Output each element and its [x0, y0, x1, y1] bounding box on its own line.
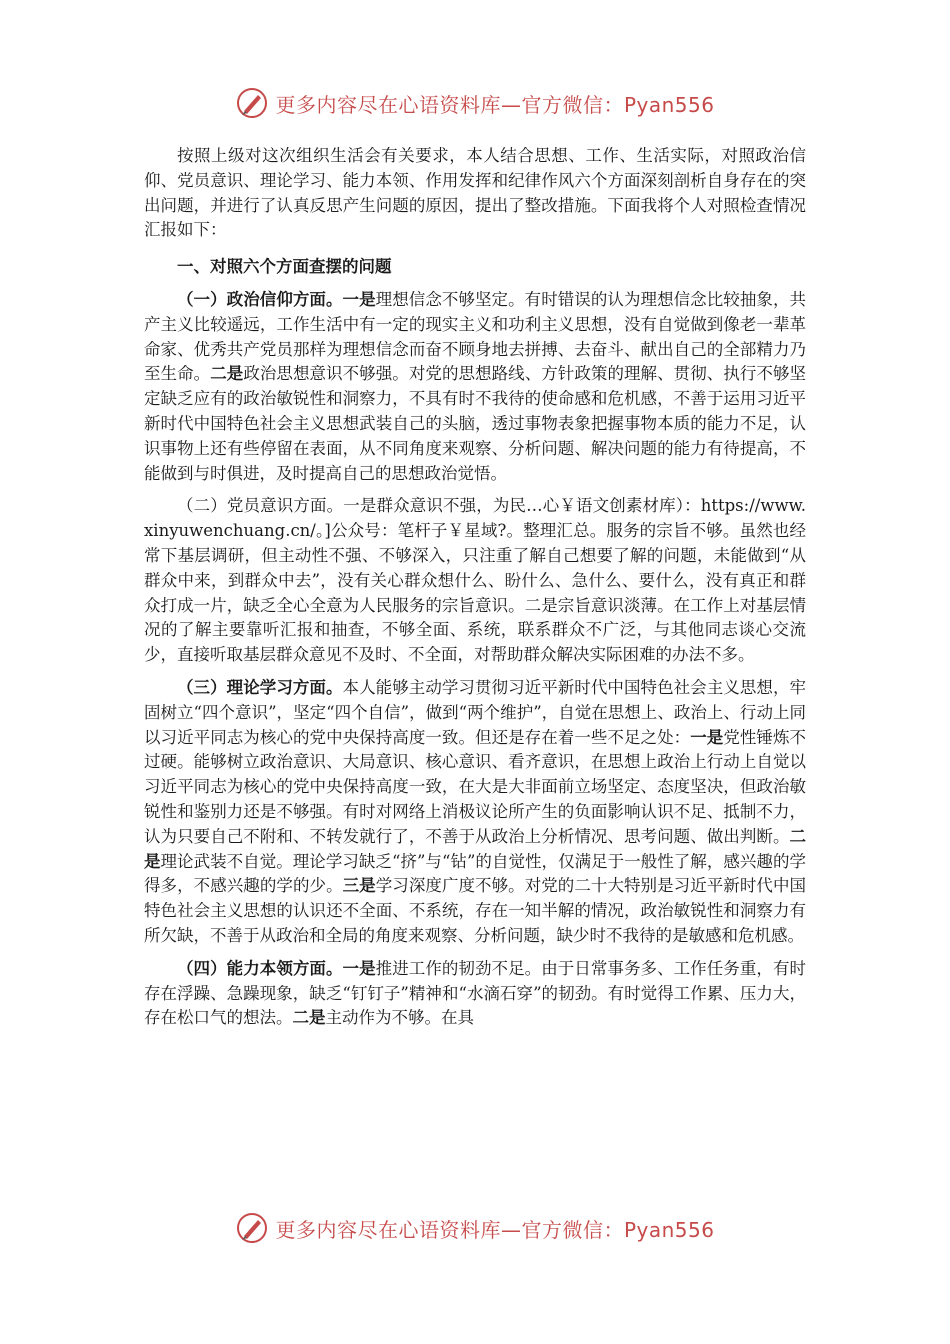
banner-text: 更多内容尽在心语资料库—官方微信：Pyan556	[275, 1217, 715, 1242]
paragraph-text: 理想信念不够坚定。有时错误的认为理想信念比较抽象，共产主义比较遥远，工作生活中有一定的现实主义和功利主义思想，没有自觉做到像老一辈革命家、优秀共产党员那样为理想信念而奋不顾身地去拼搏、去奋斗、献出自己的全部精力乃至生命。	[144, 289, 807, 384]
intro-paragraph: 按照上级对这次组织生活会有关要求，本人结合思想、工作、生活实际，对照政治信仰、党员意识、理论学习、能力本领、作用发挥和纪律作风六个方面深刻剖析自身存在的突出问题，并进行了认真反思产生问题的原因，提出了整改措施。下面我将个人对照检查情况汇报如下：	[144, 146, 806, 240]
footer-watermark-banner	[0, 1208, 950, 1248]
paragraph-text: 学习深度广度不够。对党的二十大特别是习近平新时代中国特色社会主义思想的认识还不全面、不系统，存在一知半解的情况，政治敏锐性和洞察力有所欠缺，不善于从政治和全局的角度来观察、分析问题，缺少时不我待的是敏感和危机感。	[144, 876, 807, 945]
pen-quill-icon	[235, 1211, 269, 1245]
paragraph-party-awareness: （二）党员意识方面。一是群众意识不强，为民…心￥语文创素材库）：https://www.xinyuwenchuang.cn/。]公众号：笔杆子￥星域?。整理汇总。服务的宗旨不够。虽然也经常下基层调研，但主动性不强、不够深入，只注重了解自己想要了解的问题，未能做到“从群众中来，到群众中去”，没有关心群众想什么、盼什么、急什么、要什么，没有真正和群众打成一片，缺乏全心全意为人民服务的宗旨意识。二是宗旨意识淡薄。在工作上对基层情况的了解主要靠听汇报和抽查，不够全面、系统，联系群众不广泛，与其他同志谈心交流少，直接听取基层群众意见不及时、不全面，对帮助群众解决实际困难的办法不多。	[144, 496, 806, 665]
point-marker: 二是	[144, 826, 806, 871]
paragraph-political-belief	[144, 288, 806, 486]
document-body	[144, 144, 806, 1031]
paragraph-text: 主动作为不够。在具	[325, 1008, 474, 1028]
point-marker: 二是	[210, 364, 244, 384]
banner-text: 更多内容尽在心语资料库—官方微信：Pyan556	[275, 92, 715, 117]
paragraph-text: 党性锤炼不过硬。能够树立政治意识、大局意识、核心意识、看齐意识，在思想上政治上行动上自觉以习近平同志为核心的党中央保持高度一致，在大是大非面前立场坚定、态度坚决，但政治敏锐性和鉴别力还是不够强。有时对网络上消极议论所产生的负面影响认识不足、抵制不力，认为只要自己不附和、不转发就行了，不善于从政治上分析情况、思考问题、做出判断。	[144, 727, 807, 846]
paragraph-theory-study	[144, 676, 806, 949]
pen-quill-icon	[235, 86, 269, 120]
point-marker: 一是	[342, 958, 376, 978]
section-heading: 一、对照六个方面查摆的问题	[177, 257, 392, 277]
paragraph-text: 理论武装不自觉。理论学习缺乏“挤”与“钻”的自觉性，仅满足于一般性了解，感兴趣的学得多，不感兴趣的学的少。	[144, 851, 806, 896]
point-marker: 一是	[342, 289, 376, 309]
header-watermark-banner	[0, 83, 950, 123]
paragraph-text: 政治思想意识不够强。对党的思想路线、方针政策的理解、贯彻、执行不够坚定缺乏应有的政治敏锐性和洞察力，不具有时不我待的使命感和危机感，不善于运用习近平新时代中国特色社会主义思想武装自己的头脑，透过事物表象把握事物本质的能力不足，认识事物上还有些停留在表面，从不同角度来观察、分析问题、解决问题的能力有待提高，不能做到与时俱进，及时提高自己的思想政治觉悟。	[144, 364, 807, 483]
point-marker: 一是	[690, 727, 724, 747]
paragraph-text: 推进工作的韧劲不足。由于日常事务多、工作任务重，有时存在浮躁、急躁现象，缺乏“钉钉子”精神和“水滴石穿”的韧劲。有时觉得工作累、压力大，存在松口气的想法。	[144, 958, 807, 1028]
paragraph-text: 本人能够主动学习贯彻习近平新时代中国特色社会主义思想，牢固树立“四个意识”，坚定“四个自信”，做到“两个维护”，自觉在思想上、政治上、行动上同以习近平同志为核心的党中央保持高度一致。但还是存在着一些不足之处：	[144, 677, 807, 747]
subheading: （一）政治信仰方面。	[177, 289, 343, 309]
paragraph-capability	[144, 957, 806, 1031]
subheading: （三）理论学习方面。	[177, 677, 343, 697]
point-marker: 三是	[342, 876, 376, 896]
point-marker: 二是	[292, 1008, 326, 1028]
subheading: （四）能力本领方面。	[177, 958, 343, 978]
